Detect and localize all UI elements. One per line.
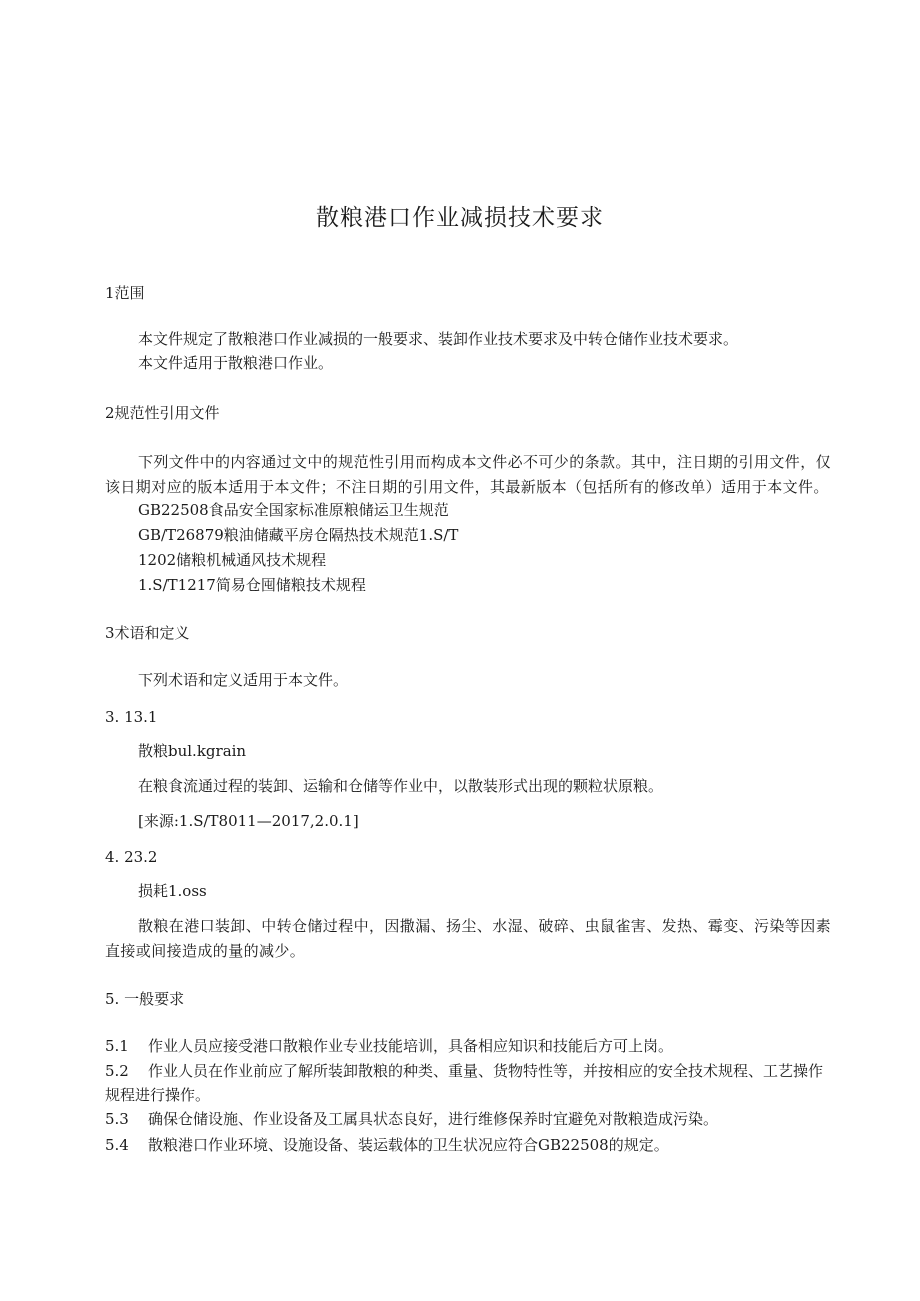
requirement-item [105,1134,669,1156]
requirement-number: 5.4 [105,1136,129,1154]
reference-item: 1202储粮机械通风技术规程 [138,551,327,569]
requirement-number: 5.3 [105,1110,129,1128]
section-3-intro: 下列术语和定义适用于本文件。 [138,671,349,689]
term-2-number: 4. 23.2 [105,848,158,866]
reference-item: GB22508食品安全国家标准原粮储运卫生规范 [138,501,449,519]
section-2-heading: 2规范性引用文件 [105,404,220,422]
section-2-intro: 下列文件中的内容通过文中的规范性引用而构成本文件必不可少的条款。其中，注日期的引用文件，仅该日期对应的版本适用于本文件；不注日期的引用文件，其最新版本（包括所有的修改单）适用于本文件。 [105,453,832,496]
requirement-item [105,1108,718,1130]
requirement-text: 作业人员应接受港口散粮作业专业技能培训，具备相应知识和技能后方可上岗。 [148,1037,674,1055]
section-1-heading: 1范围 [105,284,145,302]
section-3-heading: 3术语和定义 [105,624,190,642]
requirement-item [105,1035,673,1057]
term-2-definition: 散粮在港口装卸、中转仓储过程中，因撒漏、扬尘、水湿、破碎、虫鼠雀害、发热、霉变、污染等因素直接或间接造成的量的减少。 [105,917,832,960]
reference-item: 1.S/T1217简易仓囤储粮技术规程 [138,576,366,594]
section-1-paragraph: 本文件规定了散粮港口作业减损的一般要求、装卸作业技术要求及中转仓储作业技术要求。 [138,330,739,348]
requirement-text: 作业人员在作业前应了解所装卸散粮的种类、重量、货物特性等，并按相应的安全技术规程、工艺操作规程进行操作。 [105,1062,824,1104]
requirement-number: 5.1 [105,1037,129,1055]
term-1-source: [来源:1.S/T8011—2017,2.0.1] [138,812,359,830]
reference-item: GB/T26879粮油储藏平房仓隔热技术规范1.S/T [138,526,459,544]
term-2-name: 损耗1.oss [138,882,207,900]
document-title: 散粮港口作业减损技术要求 [316,205,604,231]
section-1-paragraph: 本文件适用于散粮港口作业。 [138,354,334,372]
term-1-definition: 在粮食流通过程的装卸、运输和仓储等作业中，以散装形式出现的颗粒状原粮。 [138,777,664,795]
requirement-number: 5.2 [105,1062,129,1080]
requirement-text: 散粮港口作业环境、设施设备、装运载体的卫生状况应符合GB22508的规定。 [148,1136,669,1154]
term-1-name: 散粮bul.kgrain [138,742,247,760]
section-5-heading: 5. 一般要求 [105,990,185,1008]
requirement-item [105,1059,835,1107]
requirement-text: 确保仓储设施、作业设备及工属具状态良好，进行维修保养时宜避免对散粮造成污染。 [148,1110,719,1128]
term-1-number: 3. 13.1 [105,708,158,726]
